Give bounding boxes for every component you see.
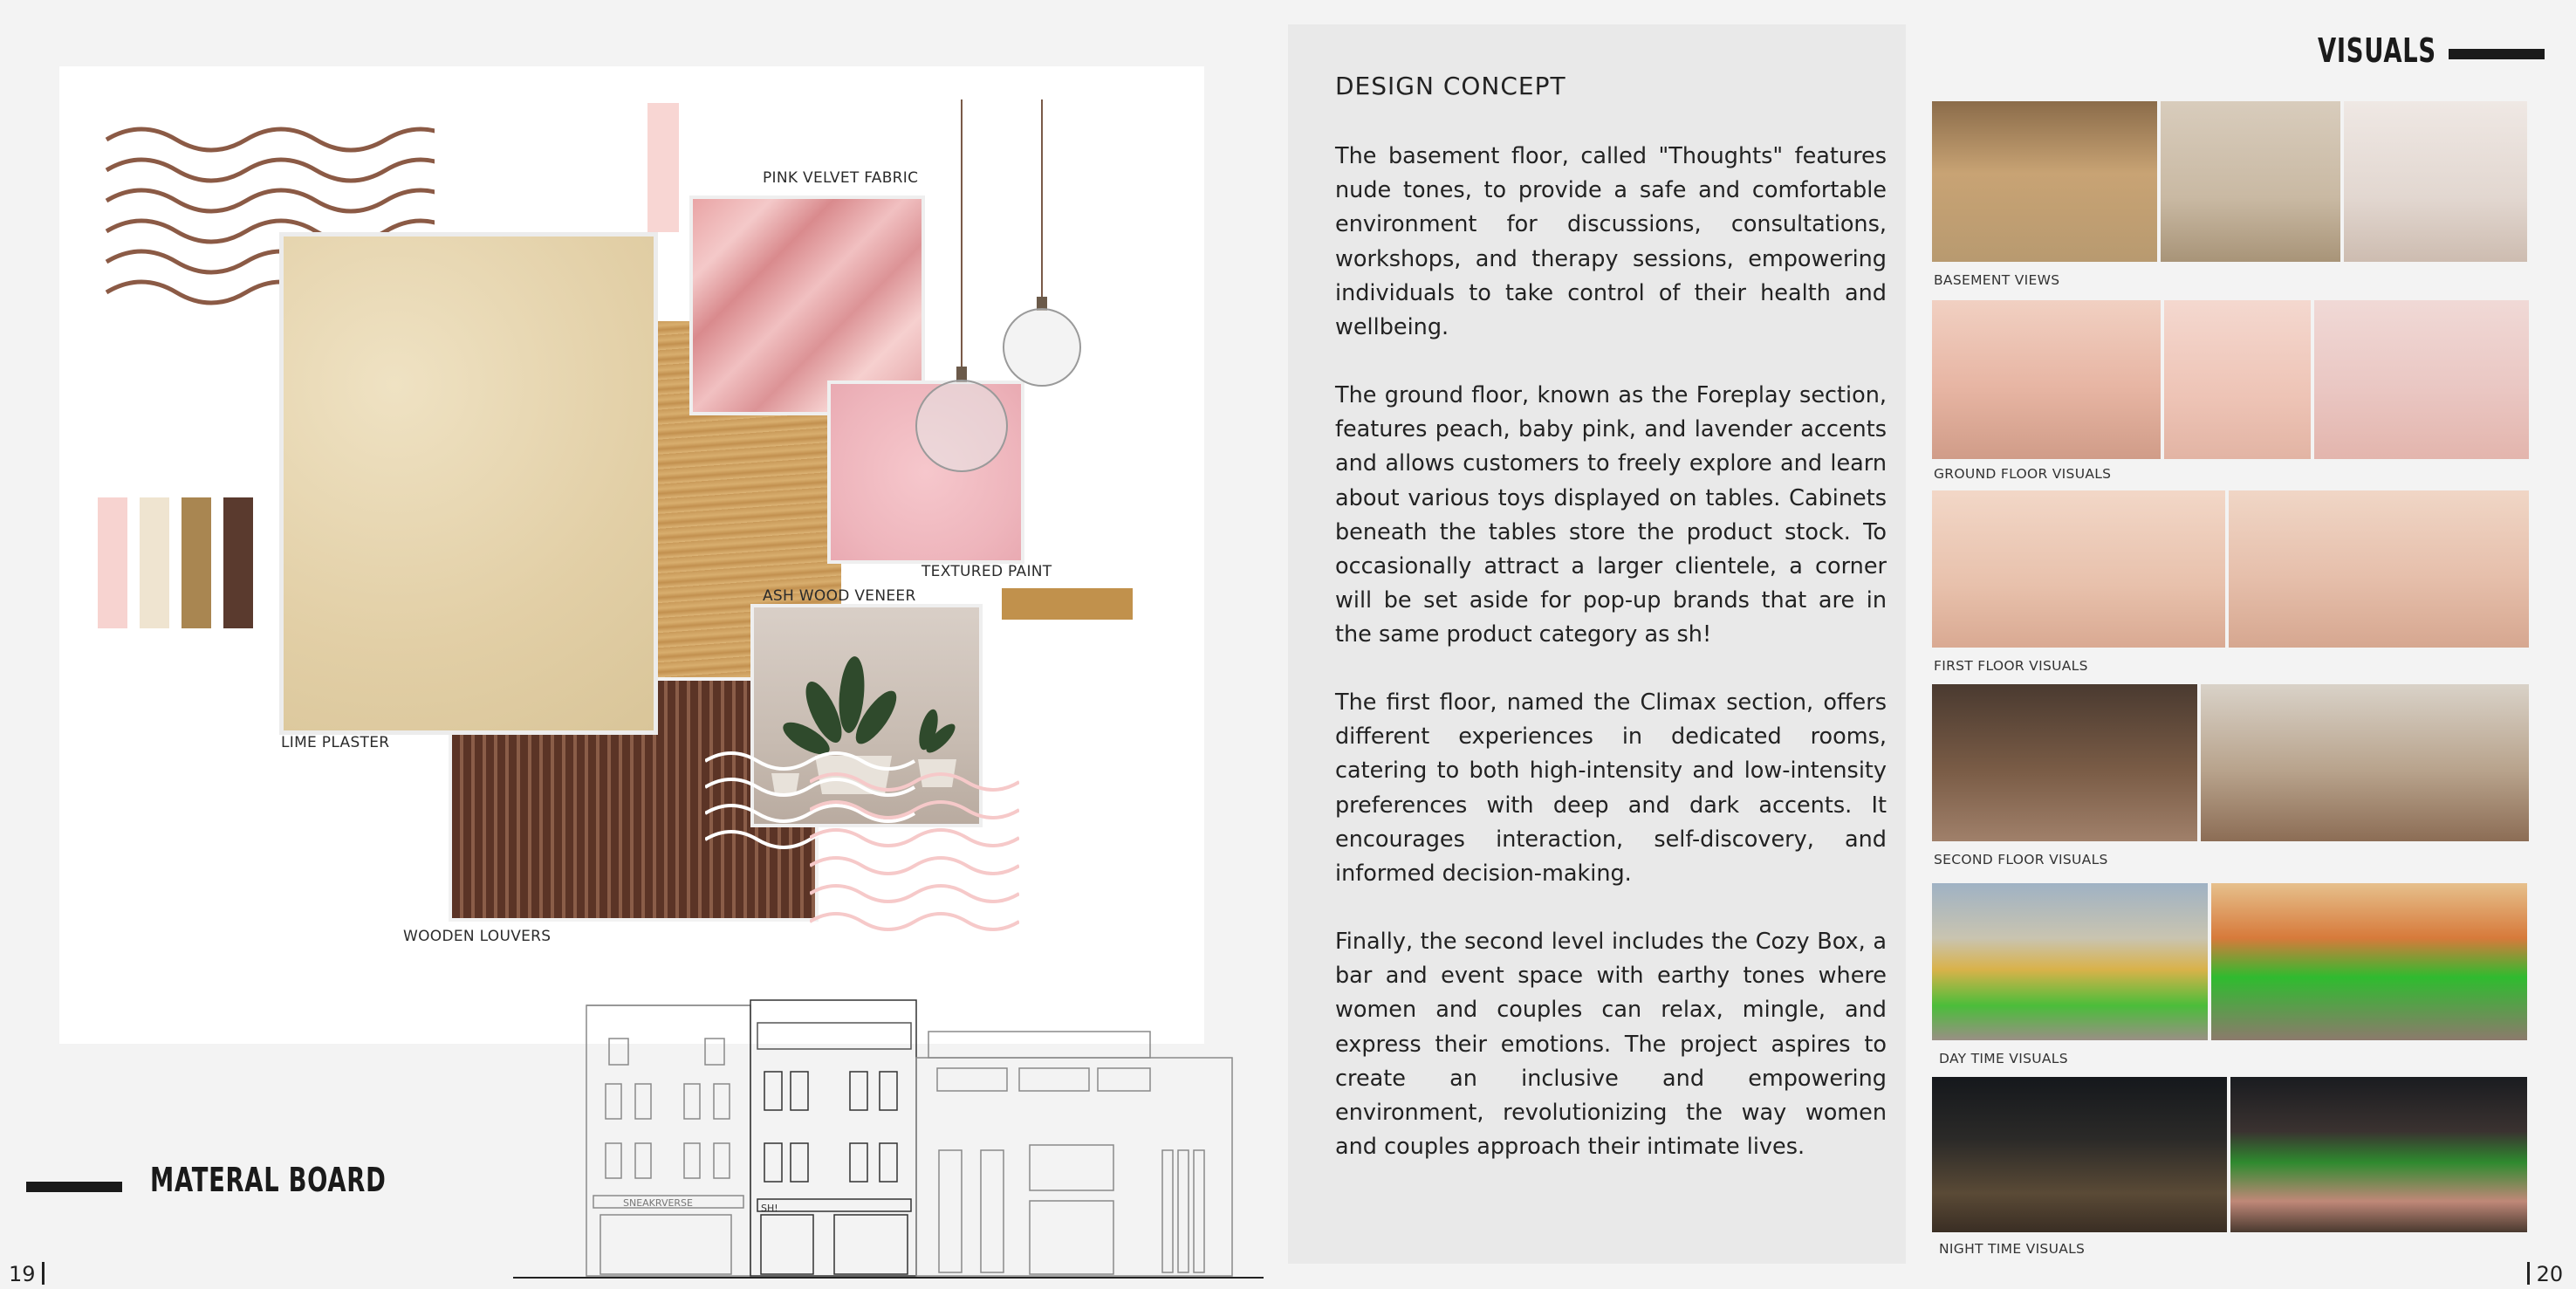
- shop-sign: SH!: [761, 1203, 778, 1214]
- day-time-visual-2: [2211, 883, 2527, 1040]
- night-time-caption: NIGHT TIME VISUALS: [1939, 1241, 2086, 1257]
- palette-chip: [140, 497, 169, 628]
- palette-chip: [98, 497, 127, 628]
- ground-floor-visual-1: [1932, 300, 2161, 459]
- palette-chip: [182, 497, 211, 628]
- page-number-right: 20: [2527, 1262, 2563, 1286]
- ash-wood-label: ASH WOOD VENEER: [763, 587, 916, 605]
- design-concept-heading: DESIGN CONCEPT: [1335, 72, 1566, 100]
- sneakrverse-sign: SNEAKRVERSE: [623, 1197, 693, 1209]
- wooden-louvers-label: WOODEN LOUVERS: [403, 928, 552, 945]
- material-board-title: MATERAL BOARD: [150, 1161, 387, 1199]
- first-floor-visual-2: [2229, 490, 2529, 648]
- textured-paint-label: TEXTURED PAINT: [921, 563, 1052, 580]
- pink-strip-swatch: [647, 103, 679, 232]
- basement-view-2: [2161, 101, 2340, 262]
- second-floor-visual-2: [2201, 684, 2529, 841]
- second-floor-caption: SECOND FLOOR VISUALS: [1934, 852, 2108, 867]
- ground-floor-visual-2: [2164, 300, 2311, 459]
- basement-view-1: [1932, 101, 2157, 262]
- ground-floor-visual-3: [2314, 300, 2529, 459]
- design-concept-panel: [1288, 24, 1906, 1264]
- lime-plaster-label: LIME PLASTER: [281, 734, 390, 751]
- title-bar-left: [26, 1182, 122, 1192]
- page-number-left: 19: [9, 1262, 45, 1286]
- pink-velvet-label: PINK VELVET FABRIC: [763, 169, 919, 187]
- basement-caption: BASEMENT VIEWS: [1934, 272, 2060, 288]
- concept-paragraph-3: The first floor, named the Climax section, offers different experiences in dedicated rooms, catering to both high-intensity and low-intensity preferences with deep and dark accents. It encourages interaction, self-discovery, and informed decision-making.: [1335, 689, 1887, 888]
- day-time-caption: DAY TIME VISUALS: [1939, 1051, 2068, 1066]
- first-floor-caption: FIRST FLOOR VISUALS: [1934, 658, 2088, 674]
- pink-wave-pattern: [810, 764, 1019, 948]
- title-bar-right: [2449, 49, 2545, 59]
- concept-paragraph-1: The basement floor, called "Thoughts" features nude tones, to provide a safe and comfortable environment for discussions, consultations, workshops, and therapy sessions, empowering individuals to take control of their health and wellbeing.: [1335, 143, 1887, 341]
- lime-plaster-swatch: [279, 232, 658, 735]
- day-time-visual-1: [1932, 883, 2208, 1040]
- second-floor-visual-1: [1932, 684, 2197, 841]
- pendant-lamps-icon: [899, 99, 1091, 483]
- ground-floor-caption: GROUND FLOOR VISUALS: [1934, 466, 2112, 482]
- first-floor-visual-1: [1932, 490, 2225, 648]
- concept-paragraph-4: Finally, the second level includes the Cozy Box, a bar and event space with earthy tones where women and couples can relax, mingle, and express their emotions. The project aspires to create an inclusive and empowering environment, revolutionizing the way women and couples approach their intimate lives.: [1335, 929, 1887, 1161]
- basement-view-3: [2344, 101, 2527, 262]
- palette-chip: [223, 497, 253, 628]
- ochre-bar-swatch: [1002, 588, 1133, 620]
- visuals-title: VISUALS: [2318, 31, 2436, 70]
- concept-paragraph-2: The ground floor, known as the Foreplay section, features peach, baby pink, and lavender accents and allows customers to freely explore and learn about various toys displayed on tables. Cabinets beneath the tables store the product stock. To occasionally attract a larger clientele, a corner will be set aside for pop-up brands that are in the same product category as sh!: [1335, 382, 1887, 648]
- night-time-visual-2: [2230, 1077, 2527, 1232]
- night-time-visual-1: [1932, 1077, 2227, 1232]
- building-elevation-sketch: [513, 997, 1264, 1285]
